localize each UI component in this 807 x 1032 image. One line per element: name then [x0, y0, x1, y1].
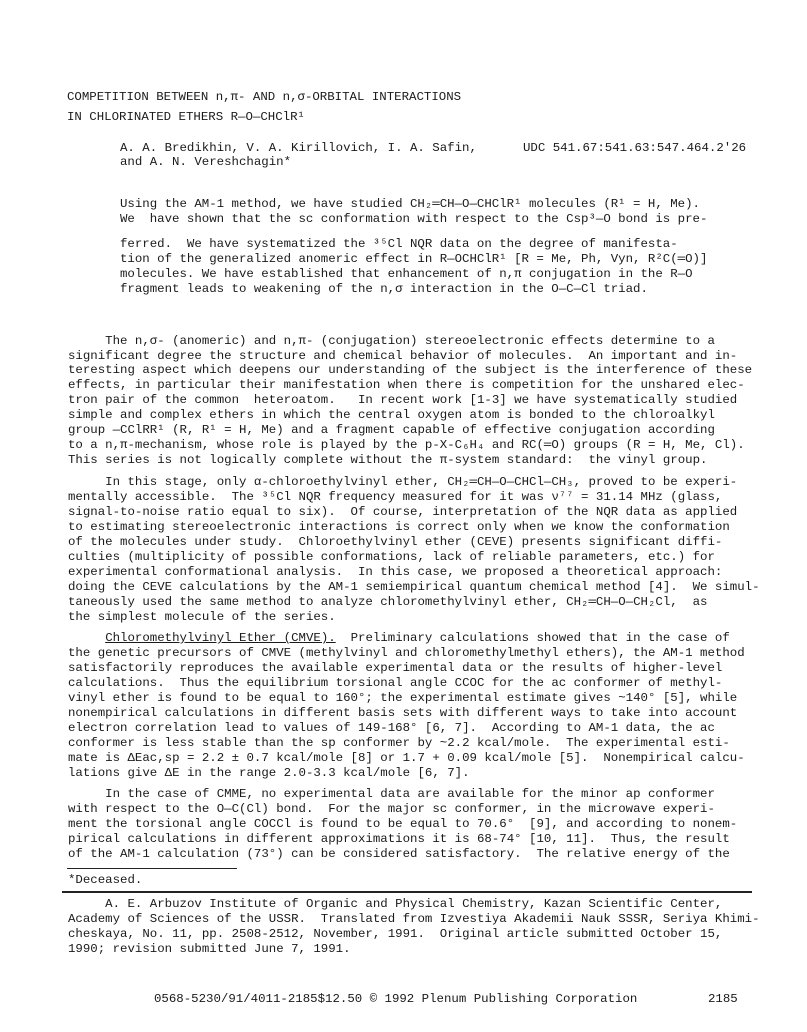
body-line: the simplest molecule of the series. [68, 610, 336, 624]
body-line: simple and complex ethers in which the central oxygen atom is bonded to the chloroalkyl [68, 408, 715, 422]
body-text: Preliminary calculations showed that in the case of [335, 631, 730, 645]
abstract-line: Using the AM-1 method, we have studied CH₂═CH—O—CHClR¹ molecules (R¹ = H, Me). [120, 197, 700, 211]
paper-title-line-1: COMPETITION BETWEEN n,π- AND n,σ-ORBITAL INTERACTIONS [67, 90, 462, 104]
footnote: *Deceased. [68, 873, 143, 887]
body-line: to estimating stereoelectronic interactions is correct only when we know the conformation [68, 520, 730, 534]
body-line: tron pair of the common heteroatom. In recent work [1-3] we have systematically studied [68, 393, 738, 407]
copyright-line: 0568-5230/91/4011-2185$12.50 © 1992 Plenum Publishing Corporation [154, 992, 638, 1006]
body-line: satisfactorily reproduces the available experimental data or the results of higher-level [68, 661, 723, 675]
body-line: nonempirical calculations in different basis sets with different ways to take into account [68, 706, 738, 720]
body-line: electron correlation lead to values of 149-168° [6, 7]. According to AM-1 data, the ac [68, 721, 715, 735]
body-line: group —CClRR¹ (R, R¹ = H, Me) and a fragment capable of effective conjugation according [68, 423, 715, 437]
affiliation-line: cheskaya, No. 11, pp. 2508-2512, November, 1991. Original article submitted October 15, [68, 927, 723, 941]
body-line: doing the CEVE calculations by the AM-1 semiempirical quantum chemical method [4]. We simul- [68, 580, 760, 594]
body-line: In this stage, only α-chloroethylvinyl ether, CH₂═CH—O—CHCl—CH₃, proved to be experi- [68, 475, 738, 489]
affiliation-line: A. E. Arbuzov Institute of Organic and Physical Chemistry, Kazan Scientific Center, [68, 897, 723, 911]
body-line [68, 631, 730, 645]
affiliation-line: 1990; revision submitted June 7, 1991. [68, 942, 351, 956]
body-line: pirical calculations in different approximations it is 68-74° [10, 11]. Thus, the result [68, 832, 730, 846]
abstract-line: fragment leads to weakening of the n,σ interaction in the O—C—Cl triad. [120, 282, 648, 296]
body-line: of the AM-1 calculation (73°) can be considered satisfactory. The relative energy of the [68, 847, 730, 861]
body-line: with respect to the O—C(Cl) bond. For the major sc conformer, in the microwave experi- [68, 802, 715, 816]
body-line: effects, in particular their manifestation when there is competition for the unshared elec- [68, 378, 745, 392]
body-line: ment the torsional angle COCCl is found to be equal to 70.6° [9], and according to nonem- [68, 817, 738, 831]
body-line: signal-to-noise ratio equal to six). Of course, interpretation of the NQR data as applied [68, 505, 738, 519]
body-line: conformer is less stable than the sp conformer by ~2.2 kcal/mole. The experimental esti- [68, 736, 730, 750]
body-line: culties (multiplicity of possible conformations, lack of reliable parameters, etc.) for [68, 550, 715, 564]
authors-line-2: and A. N. Vereshchagin* [120, 155, 292, 169]
body-line: mentally accessible. The ³⁵Cl NQR frequency measured for it was ν⁷⁷ = 31.14 MHz (glass, [68, 490, 723, 504]
body-line: This series is not logically complete without the π-system standard: the vinyl group. [68, 453, 708, 467]
abstract-line: tion of the generalized anomeric effect in R—OCHClR¹ [R = Me, Ph, Vyn, R²C(═O)] [120, 252, 708, 266]
body-line: significant degree the structure and chemical behavior of molecules. An important and in- [68, 349, 738, 363]
body-line: teresting aspect which deepens our understanding of the subject is the interference of these [68, 363, 753, 377]
affiliation-line: Academy of Sciences of the USSR. Translated from Izvestiya Akademii Nauk SSSR, Seriya Khimi- [68, 912, 760, 926]
body-line: The n,σ- (anomeric) and n,π- (conjugation) stereoelectronic effects determine to a [68, 334, 715, 348]
body-line: of the molecules under study. Chloroethylvinyl ether (CEVE) presents significant diffi- [68, 535, 723, 549]
body-line: mate is ΔEac,sp = 2.2 ± 0.7 kcal/mole [8] or 1.7 + 0.09 kcal/mole [5]. Nonempirical calcu- [68, 751, 745, 765]
body-line: taneously used the same method to analyze chloromethylvinyl ether, CH₂═CH—O—CH₂Cl, as [68, 595, 708, 609]
udc-code: UDC 541.67:541.63:547.464.2'26 [523, 141, 747, 155]
footnote-rule [62, 891, 752, 893]
abstract-line: We have shown that the sc conformation with respect to the Csp³—O bond is pre- [120, 212, 708, 226]
body-line: to a n,π-mechanism, whose role is played by the p-X-C₆H₄ and RC(═O) groups (R = H, Me, Cl). [68, 438, 745, 452]
abstract-line: molecules. We have established that enhancement of n,π conjugation in the R—O [120, 267, 693, 281]
page-number: 2185 [708, 992, 738, 1006]
body-line: In the case of CMME, no experimental data are available for the minor ap conformer [68, 787, 715, 801]
abstract-line: ferred. We have systematized the ³⁵Cl NQR data on the degree of manifesta- [120, 237, 678, 251]
body-line: calculations. Thus the equilibrium torsional angle CCOC for the ac conformer of methyl- [68, 676, 723, 690]
body-line: vinyl ether is found to be equal to 160°; the experimental estimate gives ~140° [5], while [68, 691, 738, 705]
footnote-separator [67, 868, 237, 869]
body-line: lations give ΔE in the range 2.0-3.3 kcal/mole [6, 7]. [68, 766, 470, 780]
section-heading-cmve: Chloromethylvinyl Ether (CMVE). [105, 631, 336, 645]
body-line: the genetic precursors of CMVE (methylvinyl and chloromethylmethyl ethers), the AM-1 method [68, 646, 745, 660]
body-line: experimental conformational analysis. In this case, we proposed a theoretical approach: [68, 565, 723, 579]
authors-line-1: A. A. Bredikhin, V. A. Kirillovich, I. A. Safin, [120, 141, 477, 155]
paper-title-line-2: IN CHLORINATED ETHERS R—O—CHClR¹ [67, 110, 305, 124]
